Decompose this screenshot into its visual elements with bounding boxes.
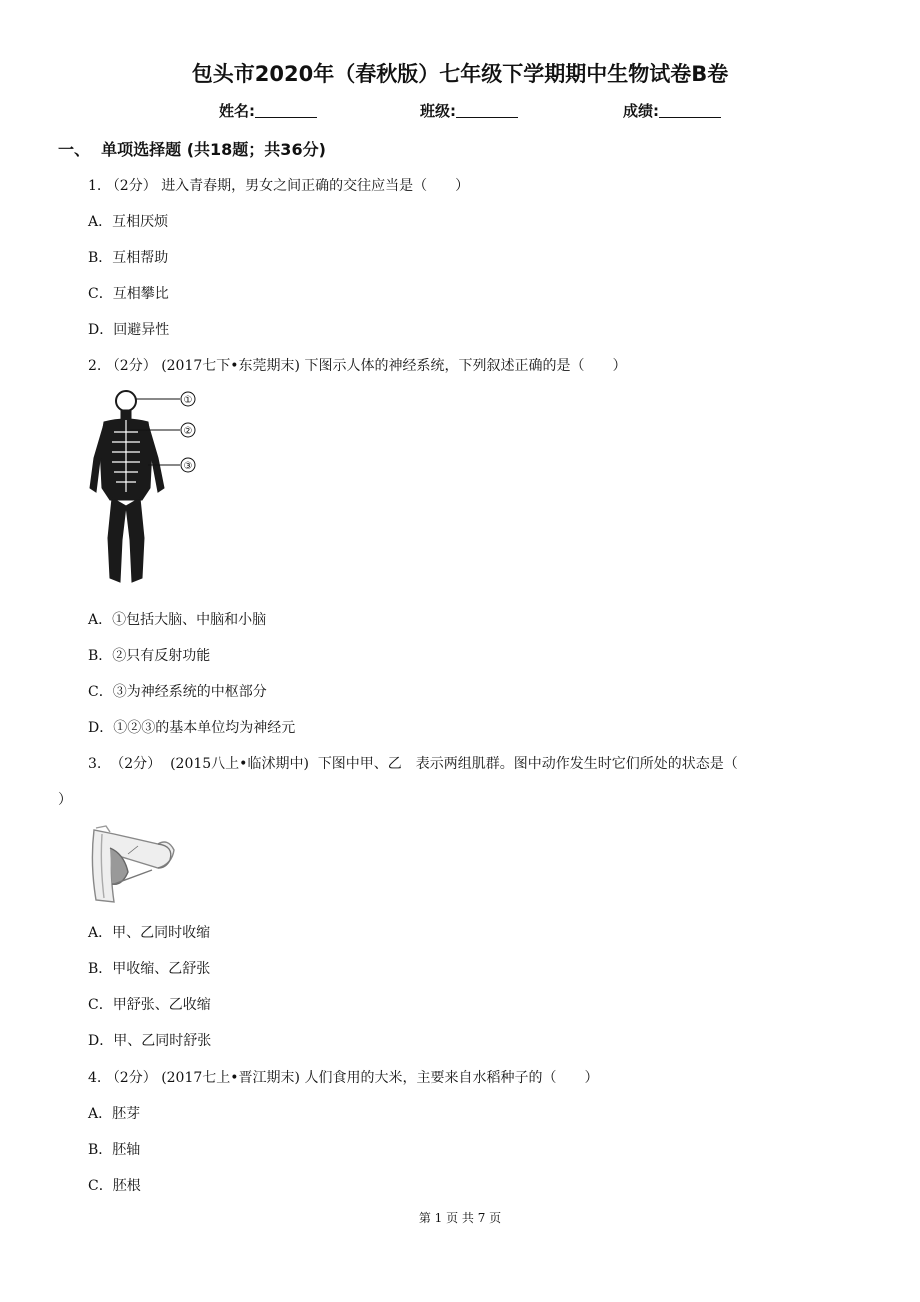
- q4-option-a: A．胚芽: [88, 1106, 141, 1122]
- question-number: 3.: [88, 756, 102, 772]
- question-number: 2.: [88, 358, 102, 374]
- name-label: 姓名:: [219, 102, 255, 120]
- name-field: [219, 100, 317, 121]
- score-label: 成绩:: [623, 102, 659, 120]
- question-source: (2015八上•临沭期中): [170, 756, 309, 772]
- question-text: 进入青春期，男女之间正确的交往应当是（ ）: [161, 178, 470, 194]
- question-score: （2分）: [110, 756, 162, 772]
- question-1: [88, 175, 469, 195]
- question-score: （2分）: [105, 178, 157, 194]
- q3-option-c: C．甲舒张、乙收缩: [88, 997, 211, 1013]
- figure-label-3: ③: [183, 461, 193, 472]
- q4-option-c: C．胚根: [88, 1178, 141, 1194]
- q3-option-d: D．甲、乙同时舒张: [88, 1033, 212, 1049]
- class-field: [420, 100, 518, 121]
- question-source: (2017七下•东莞期末): [161, 358, 300, 374]
- q2-option-b: B．②只有反射功能: [88, 648, 211, 664]
- class-blank: [456, 103, 518, 118]
- section-heading: [58, 137, 326, 160]
- question-3-continuation: ）: [58, 792, 72, 808]
- question-text: 下图示人体的神经系统，下列叙述正确的是（ ）: [304, 358, 627, 374]
- question-score: （2分）: [105, 358, 157, 374]
- question-4: [88, 1067, 598, 1087]
- section-number: 一、: [58, 140, 91, 159]
- score-field: [623, 100, 721, 121]
- nervous-system-figure: [86, 388, 210, 590]
- q2-option-d: D．①②③的基本单位均为神经元: [88, 720, 296, 736]
- q2-option-a: A．①包括大脑、中脑和小脑: [88, 612, 267, 628]
- arm-muscle-figure: [88, 824, 178, 906]
- question-text: 下图中甲、乙 表示两组肌群。图中动作发生时它们所处的状态是（: [317, 756, 738, 772]
- q1-option-a: A．互相厌烦: [88, 214, 169, 230]
- score-blank: [659, 103, 721, 118]
- question-number: 4.: [88, 1070, 102, 1086]
- q1-option-b: B．互相帮助: [88, 250, 169, 266]
- page-title: 包头市2020年（春秋版）七年级下学期期中生物试卷B卷: [191, 62, 729, 86]
- question-3: [88, 753, 738, 773]
- figure-label-1: ①: [183, 395, 193, 406]
- q1-option-d: D．回避异性: [88, 322, 170, 338]
- question-text: 人们食用的大米，主要来自水稻种子的（ ）: [304, 1070, 599, 1086]
- page-footer: 第 1 页 共 7 页: [418, 1211, 502, 1225]
- question-score: （2分）: [105, 1070, 157, 1086]
- question-source: (2017七上•晋江期末): [161, 1070, 300, 1086]
- figure-label-2: ②: [183, 426, 193, 437]
- q4-option-b: B．胚轴: [88, 1142, 141, 1158]
- question-number: 1.: [88, 178, 102, 194]
- name-blank: [255, 103, 317, 118]
- q3-option-a: A．甲、乙同时收缩: [88, 925, 211, 941]
- q1-option-c: C．互相攀比: [88, 286, 169, 302]
- q2-option-c: C．③为神经系统的中枢部分: [88, 684, 267, 700]
- section-title: 单项选择题 (共18题；共36分): [101, 140, 326, 159]
- question-2: [88, 355, 626, 375]
- class-label: 班级:: [420, 102, 456, 120]
- q3-option-b: B．甲收缩、乙舒张: [88, 961, 211, 977]
